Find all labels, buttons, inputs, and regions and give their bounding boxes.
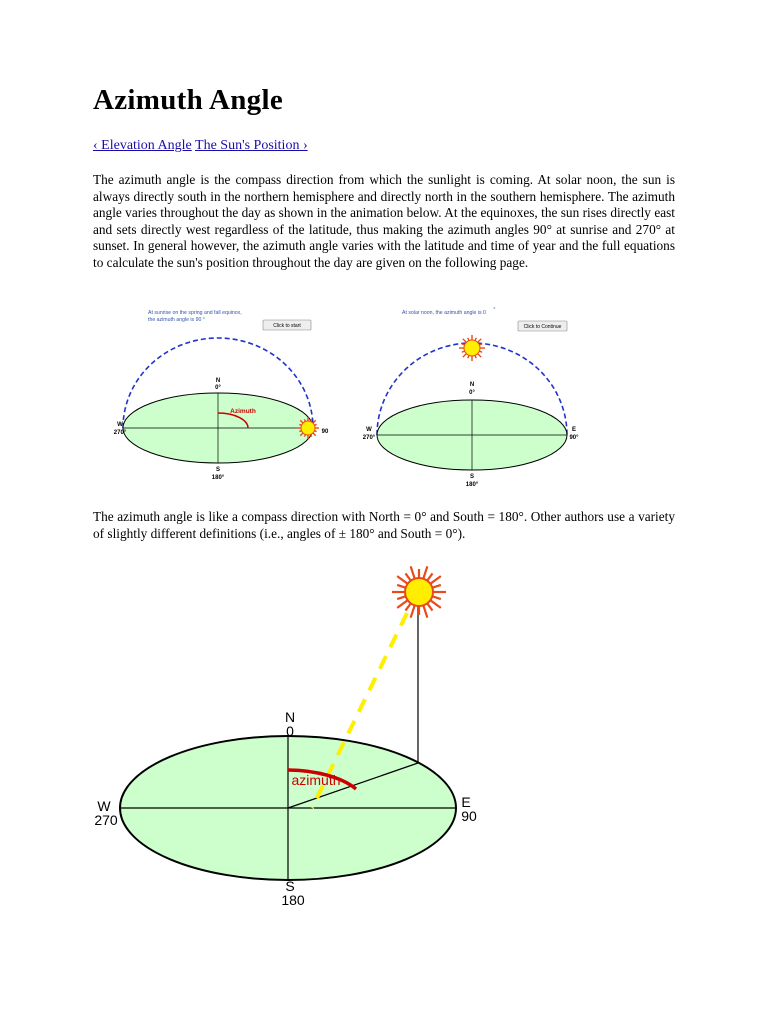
south-label: S bbox=[215, 467, 221, 473]
north-value: 0° bbox=[469, 390, 475, 396]
south-label: S bbox=[285, 878, 295, 894]
sunrise-animation-figure bbox=[93, 300, 343, 490]
definition-paragraph: The azimuth angle is like a compass direction with North = 0° and South = 180°. Other authors use a variety of slightly different definitions (i.e., angles of ± 180° and South = 0°). bbox=[93, 509, 675, 541]
solar-noon-caption-text: At solar noon, the azimuth angle is 0 bbox=[402, 310, 486, 316]
west-value: 270° bbox=[113, 430, 127, 436]
west-value: 270 bbox=[94, 812, 118, 828]
azimuth-label: Azimuth bbox=[230, 408, 256, 415]
north-label: N bbox=[215, 378, 221, 384]
next-page-link[interactable]: The Sun's Position › bbox=[195, 138, 308, 153]
south-value: 180 bbox=[281, 892, 305, 908]
east-label: E bbox=[461, 794, 471, 810]
sun-icon bbox=[459, 335, 485, 361]
west-label: W bbox=[97, 798, 111, 814]
north-label: N bbox=[469, 382, 475, 388]
south-label: S bbox=[469, 474, 475, 480]
west-label: W bbox=[366, 427, 372, 433]
azimuth-label: azimuth bbox=[291, 772, 341, 788]
sun-icon bbox=[392, 566, 446, 617]
solar-noon-animation-figure bbox=[355, 300, 605, 490]
click-to-start-button[interactable] bbox=[263, 320, 311, 330]
south-value: 180° bbox=[211, 475, 225, 481]
south-value: 180° bbox=[465, 482, 479, 488]
sunrise-caption: At sunrise on the spring and fall equinox, the azimuth angle is 90 ° bbox=[148, 310, 242, 323]
click-to-continue-label[interactable]: Click to Continue bbox=[523, 324, 562, 331]
degree-mark: ° bbox=[493, 307, 496, 313]
north-label: N bbox=[284, 709, 296, 725]
north-value: 0° bbox=[215, 385, 221, 391]
page-title: Azimuth Angle bbox=[93, 84, 283, 116]
east-value: 90 bbox=[461, 808, 477, 824]
north-value: 0 bbox=[286, 723, 294, 739]
east-value: 90° bbox=[569, 435, 579, 441]
click-to-continue-button[interactable] bbox=[518, 321, 567, 331]
east-label: E bbox=[571, 427, 577, 433]
intro-paragraph: The azimuth angle is the compass direction from which the sunlight is coming. At solar noon, the sun is always directly south in the northern hemisphere and directly north in the southern hemisphere. The azimuth angle varies throughout the day as shown in the animation below. At the equinoxes, the sun rises directly east and sets directly west regardless of the latitude, thus making the azimuth angles 90° at sunrise and 270° at sunset. In general however, the azimuth angle varies with the latitude and time of year and the full equations to calculate the sun's position throughout the day are given on the following page. bbox=[93, 172, 675, 270]
west-value: 270° bbox=[362, 435, 376, 441]
east-value: 90 bbox=[321, 429, 329, 435]
solar-noon-caption bbox=[402, 307, 495, 316]
west-label: W bbox=[117, 422, 123, 428]
breadcrumb-nav bbox=[93, 138, 308, 154]
sun-icon bbox=[297, 417, 319, 439]
prev-page-link[interactable]: ‹ Elevation Angle bbox=[93, 138, 192, 153]
azimuth-diagram bbox=[80, 555, 500, 910]
click-to-start-label[interactable]: Click to start bbox=[273, 323, 301, 330]
